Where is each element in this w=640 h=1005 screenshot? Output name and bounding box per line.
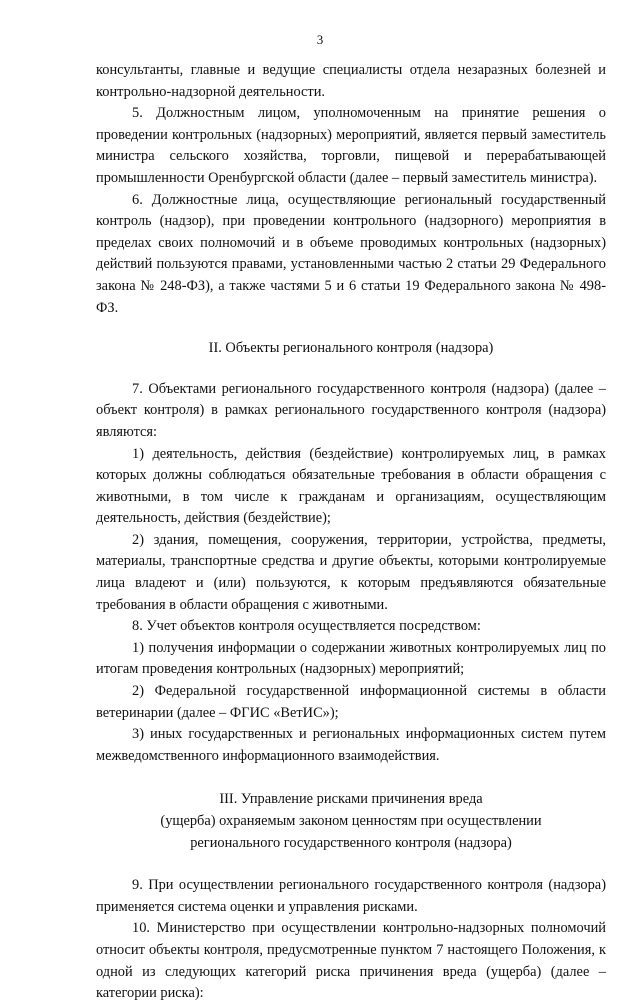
section-3-title-line-2: (ущерба) охраняемым законом ценностям при осуществлении — [160, 813, 542, 829]
paragraph-9: 9. При осуществлении регионального государственного контроля (надзора) применяется система оценки и управления рисками. — [96, 877, 606, 915]
paragraph-8: 8. Учет объектов контроля осуществляется посредством: — [132, 618, 481, 635]
paragraph-5: 5. Должностным лицом, уполномоченным на принятие решения о проведении контрольных (надзорных) мероприятий, является первый заместитель министра сельского хозяйства, торговли, пищевой и перерабатывающей промышленности Оренбургской области (далее – первый заместитель министра). — [96, 105, 606, 186]
paragraph-6: 6. Должностные лица, осуществляющие региональный государственный контроль (надзор), при проведении контрольного (надзорного) мероприятия в пределах своих полномочий и в объеме проводимых контрольных (надзорных) действий пользуются правами, установленными частью 2 статьи 29 Федерального закона № 248-ФЗ), а также частями 5 и 6 статьи 19 Федерального закона № 498-ФЗ. — [96, 191, 606, 316]
paragraph-7: 7. Объектами регионального государственного контроля (надзора) (далее – объект контроля) в рамках регионального государственного контроля (надзора) являются: — [96, 380, 606, 440]
section-3-title-line-3: регионального государственного контроля (надзора) — [190, 834, 512, 851]
paragraph-8-item-2: 2) Федеральной государственной информационной системы в области ветеринарии (далее – ФГИС «ВетИС»); — [96, 683, 606, 721]
paragraph-8-item-1: 1) получения информации о содержании животных контролируемых лиц по итогам проведения контрольных (надзорных) мероприятий; — [96, 639, 606, 678]
page-number: 3 — [316, 32, 324, 47]
paragraph-7-item-1: 1) деятельность, действия (бездействие) контролируемых лиц, в рамках которых должны соблюдаться обязательные требования в области обращения с животными, в том числе к гражданам и организациям, осуществляющим деятельность, действия (бездействие); — [96, 445, 606, 527]
paragraph-10: 10. Министерство при осуществлении контрольно-надзорных полномочий относит объекты контроля, предусмотренные пунктом 7 настоящего Положения, к одной из следующих категорий риска причинения вреда (ущерба) (далее – категории риска): — [96, 920, 606, 1002]
paragraph-continuation: консультанты, главные и ведущие специалисты отдела незаразных болезней и контрольно-надзорной деятельности. — [96, 62, 606, 100]
document-body — [96, 60, 606, 1005]
section-3-title — [96, 789, 606, 854]
section-3-title-line-1: III. Управление рисками причинения вреда — [219, 791, 483, 808]
paragraph-8-item-3: 3) иных государственных и региональных информационных систем путем межведомственного информационного взаимодействия. — [96, 726, 606, 764]
section-2-title: II. Объекты регионального контроля (надзора) — [208, 340, 494, 357]
paragraph-7-item-2: 2) здания, помещения, сооружения, территории, устройства, предметы, материалы, транспортные средства и другие объекты, которыми контролируемые лица владеют и (или) пользуются, к которым предъявляются обязательные требования в области обращения с животными. — [96, 531, 606, 613]
